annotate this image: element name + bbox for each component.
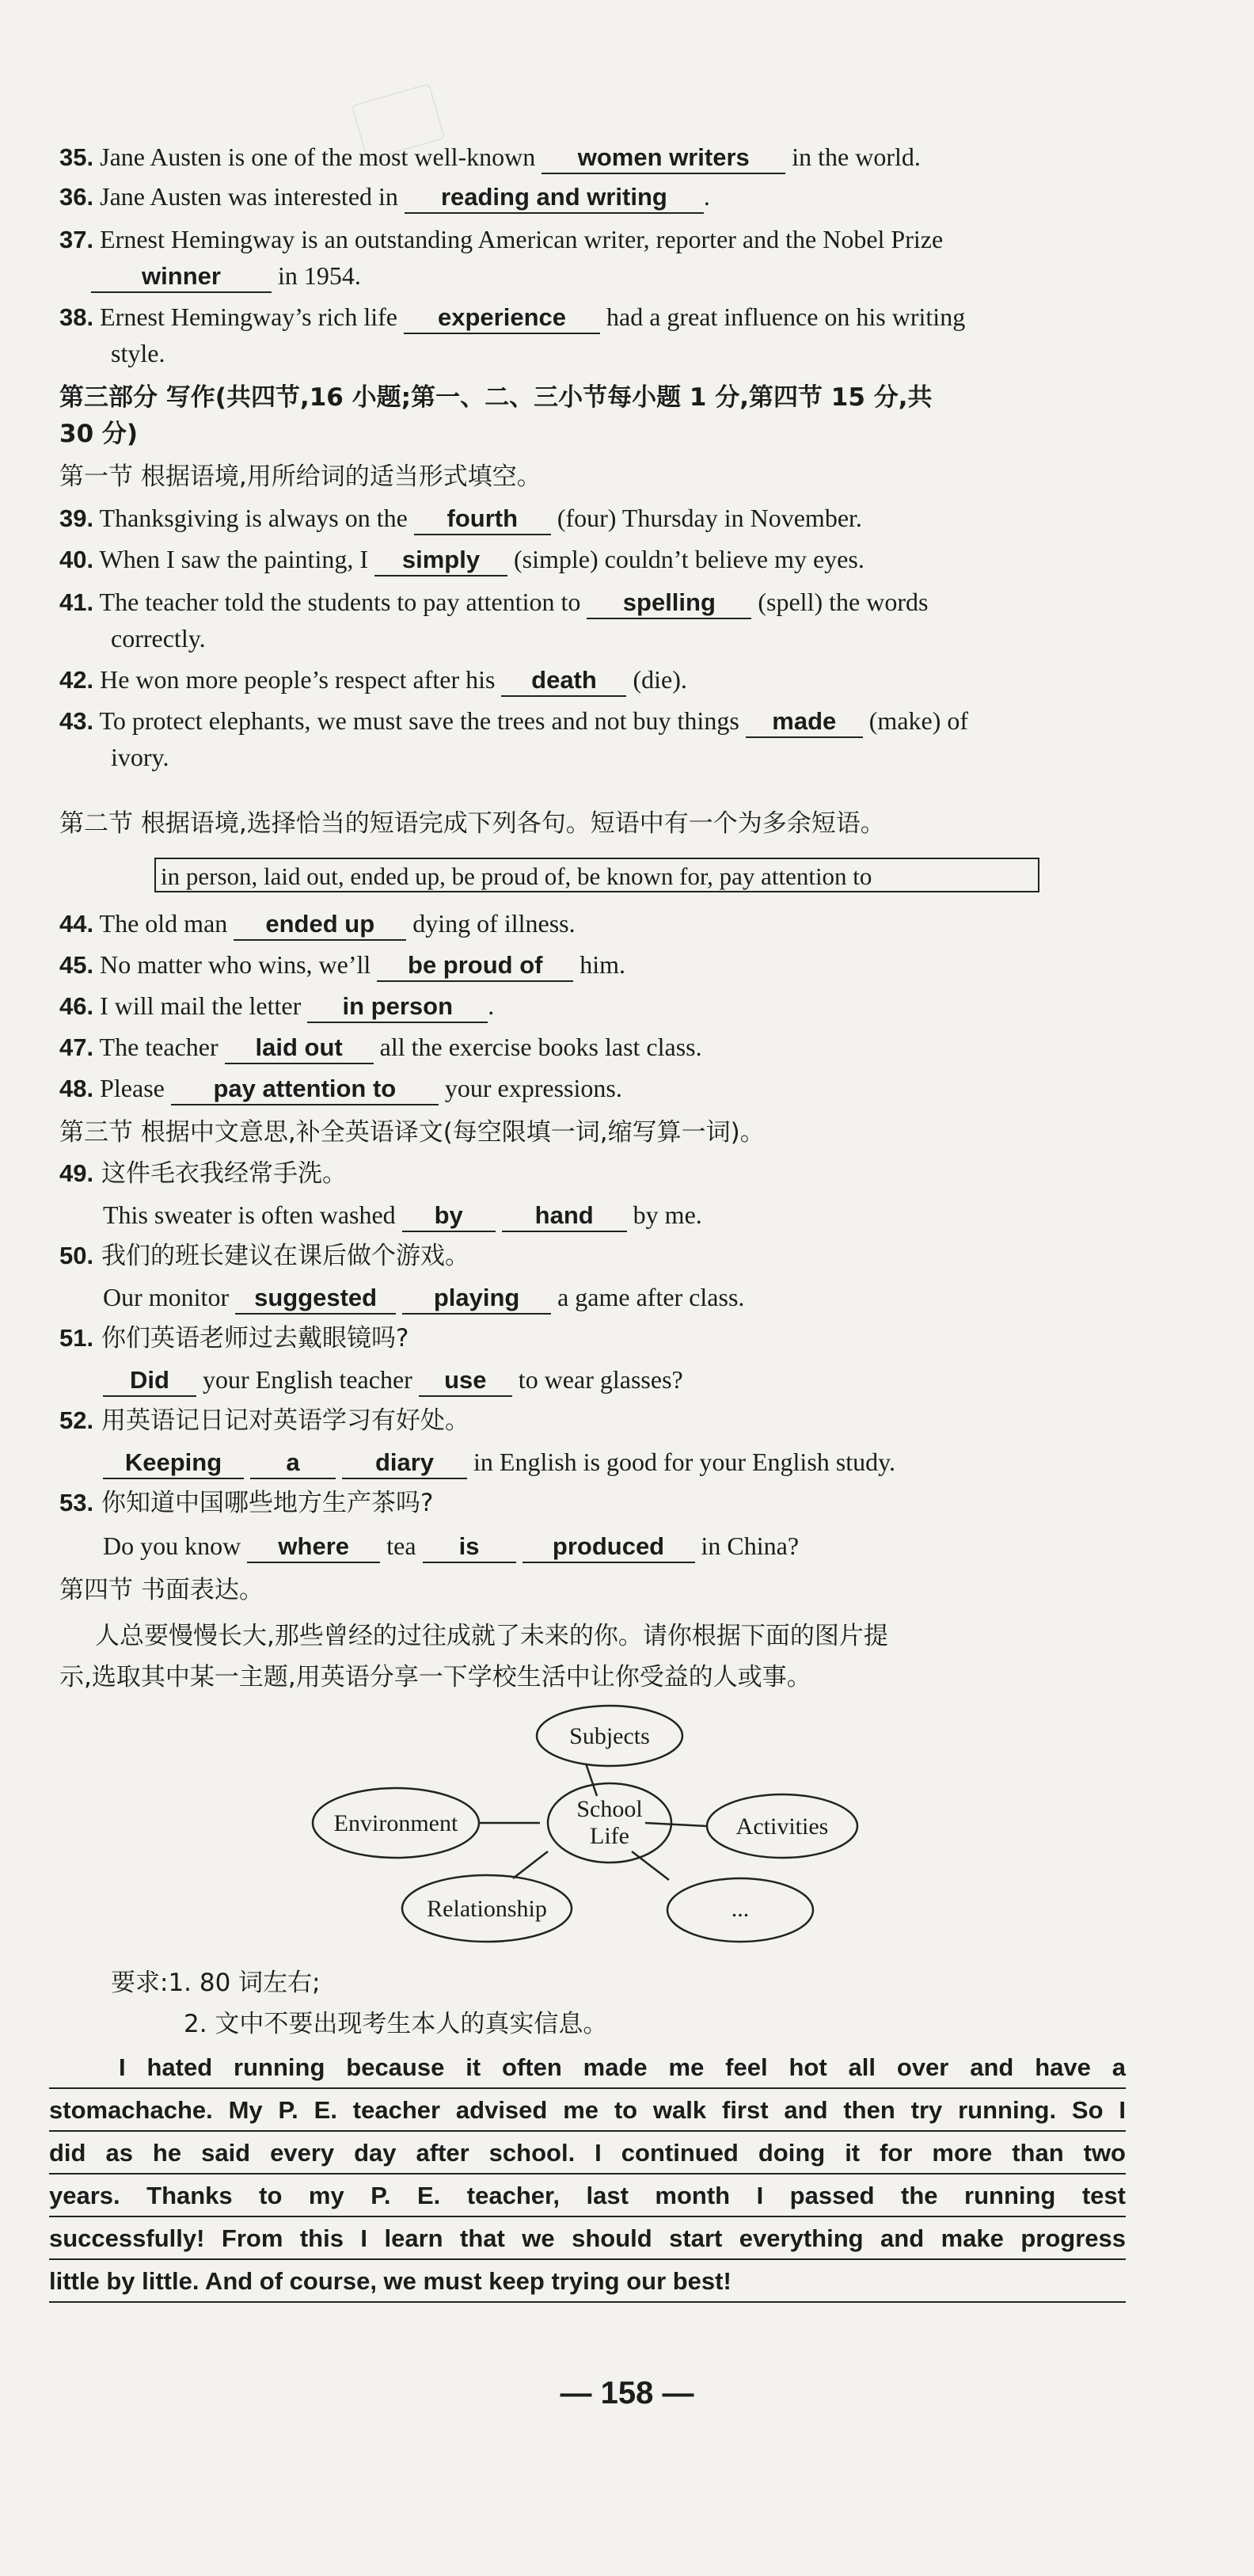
question-text: Our monitor	[103, 1283, 230, 1311]
question-text: in China?	[701, 1532, 800, 1560]
question-text: (die).	[633, 665, 687, 694]
chinese-prompt: 你知道中国哪些地方生产茶吗?	[101, 1489, 434, 1517]
question-39	[59, 500, 1184, 536]
question-number: 43.	[59, 707, 94, 735]
section4-title-text: 第四节 书面表达。	[59, 1576, 264, 1604]
question-number: 46.	[59, 992, 94, 1020]
question-36	[59, 179, 1184, 215]
question-text: had a great influence on his writing	[606, 302, 966, 331]
phrase-box: in person, laid out, ended up, be proud of, be known for, pay attention to	[154, 858, 1039, 892]
answer-blank: women writers	[542, 143, 785, 174]
section3-title-text: 第三节 根据中文意思,补全英语译文(每空限填一词,缩写算一词)。	[59, 1118, 765, 1147]
question-49	[103, 1197, 1227, 1232]
question-46	[59, 988, 1184, 1024]
question-text: Do you know	[103, 1532, 241, 1560]
relationship-label: Relationship	[427, 1896, 547, 1922]
question-number: 38.	[59, 303, 94, 331]
question-text: This sweater is often washed	[103, 1200, 396, 1229]
question-53-cn	[59, 1486, 1184, 1520]
essay-line: did as he said every day after school. I continued doing it for more than two	[49, 2132, 1126, 2175]
question-text: tea	[386, 1532, 416, 1560]
answer-blank: experience	[404, 302, 600, 334]
question-number: 47.	[59, 1033, 94, 1061]
answer-blank: reading and writing	[405, 182, 704, 214]
essay-line: little by little. And of course, we must keep trying our best!	[49, 2260, 1126, 2303]
answer-blank: Keeping	[103, 1448, 244, 1479]
question-text: He won more people’s respect after his	[100, 665, 496, 694]
question-text: him.	[580, 950, 626, 979]
answer-blank: playing	[402, 1283, 551, 1315]
essay-line: years. Thanks to my P. E. teacher, last month I passed the running test	[49, 2175, 1126, 2217]
answer-blank: ended up	[234, 909, 406, 941]
question-number: 44.	[59, 910, 94, 938]
part3-title	[59, 380, 1184, 415]
question-text: dying of illness.	[412, 909, 576, 938]
answer-blank: is	[423, 1532, 516, 1563]
section1-title	[59, 459, 1184, 494]
question-number: 35.	[59, 143, 94, 171]
section3-title	[59, 1115, 1184, 1150]
question-text: Ernest Hemingway is an outstanding American writer, reporter and the Nobel Prize	[100, 225, 944, 253]
question-52	[103, 1444, 1227, 1479]
question-number: 42.	[59, 666, 94, 694]
question-50	[103, 1280, 1227, 1315]
question-text: The teacher told the students to pay attention to	[99, 588, 581, 616]
question-41	[59, 584, 1184, 620]
chinese-prompt: 我们的班长建议在课后做个游戏。	[101, 1242, 469, 1270]
question-45	[59, 947, 1184, 983]
question-number: 37.	[59, 226, 94, 253]
answer-blank: hand	[502, 1200, 627, 1232]
requirement-1	[111, 1965, 1235, 2000]
answer-blank: pay attention to	[171, 1074, 439, 1105]
question-text: .	[488, 991, 495, 1020]
section2-title	[59, 806, 1184, 841]
question-text: Jane Austen was interested in	[100, 182, 398, 211]
activities-label: Activities	[735, 1813, 829, 1840]
answer-blank: fourth	[414, 504, 551, 535]
question-text: all the exercise books last class.	[379, 1033, 702, 1061]
question-number: 41.	[59, 588, 94, 616]
answer-blank: where	[247, 1532, 380, 1563]
question-text: to wear glasses?	[518, 1365, 683, 1394]
connector	[513, 1851, 548, 1878]
question-text: The teacher	[99, 1033, 218, 1061]
answer-blank: diary	[342, 1448, 467, 1479]
question-number: 49.	[59, 1159, 94, 1187]
answer-blank: be proud of	[377, 950, 573, 982]
answer-blank: spelling	[587, 588, 751, 619]
more-label: ...	[731, 1896, 750, 1922]
part3-title-text: 第三部分 写作(共四节,16 小题;第一、二、三小节每小题 1 分,第四节 15 分,共	[59, 383, 933, 412]
question-text: Thanksgiving is always on the	[99, 504, 408, 532]
question-text: in 1954.	[278, 261, 361, 290]
question-42	[59, 662, 1184, 698]
question-text: your expressions.	[444, 1074, 622, 1102]
question-text: .	[703, 182, 710, 211]
answer-blank: produced	[522, 1532, 695, 1563]
essay-prompt-text: 人总要慢慢长大,那些曾经的过往成就了未来的你。请你根据下面的图片提	[95, 1622, 888, 1650]
question-38	[59, 299, 1184, 335]
essay-prompt-cont	[59, 1660, 1184, 1695]
question-text: (four) Thursday in November.	[557, 504, 862, 532]
question-text: (make) of	[868, 706, 969, 735]
part3-title-text: 30 分)	[59, 420, 139, 448]
question-43-cont	[111, 740, 1235, 774]
answer-blank: Did	[103, 1365, 196, 1397]
question-49-cn	[59, 1156, 1184, 1191]
answer-blank: death	[501, 665, 626, 697]
question-text: by me.	[633, 1200, 702, 1229]
answer-blank: a	[250, 1448, 336, 1479]
requirement-text: 要求:1. 80 词左右;	[111, 1969, 321, 1997]
question-41-cont	[111, 621, 1235, 656]
essay-line: successfully! From this I learn that we should start everything and make progress	[49, 2217, 1126, 2260]
section1-title-text: 第一节 根据语境,用所给词的适当形式填空。	[59, 462, 542, 491]
chinese-prompt: 你们英语老师过去戴眼镜吗?	[101, 1324, 409, 1353]
environment-label: Environment	[333, 1810, 458, 1836]
requirement-2	[184, 2007, 1254, 2041]
connector	[645, 1823, 706, 1826]
question-37-cont	[91, 258, 1215, 293]
question-text: ivory.	[111, 743, 169, 771]
connector	[632, 1851, 669, 1880]
answer-blank: made	[746, 706, 863, 738]
answer-blank: in person	[307, 991, 488, 1023]
chinese-prompt: 用英语记日记对英语学习有好处。	[101, 1406, 469, 1435]
question-text: (simple) couldn’t believe my eyes.	[513, 545, 864, 573]
question-37	[59, 222, 1184, 257]
question-43	[59, 703, 1184, 739]
question-text: To protect elephants, we must save the trees and not buy things	[99, 706, 739, 735]
question-48	[59, 1071, 1184, 1106]
question-text: Please	[100, 1074, 165, 1102]
question-number: 50.	[59, 1242, 94, 1269]
question-52-cn	[59, 1403, 1184, 1438]
chinese-prompt: 这件毛衣我经常手洗。	[101, 1159, 347, 1188]
question-text: your English teacher	[203, 1365, 412, 1394]
essay-prompt-text: 示,选取其中某一主题,用英语分享一下学校生活中让你受益的人或事。	[59, 1663, 811, 1691]
question-number: 39.	[59, 504, 94, 532]
question-44	[59, 906, 1184, 942]
section2-title-text: 第二节 根据语境,选择恰当的短语完成下列各句。短语中有一个为多余短语。	[59, 809, 885, 838]
essay-line: I hated running because it often made me feel hot all over and have a	[49, 2046, 1126, 2089]
answer-blank: suggested	[235, 1283, 396, 1315]
question-number: 40.	[59, 546, 94, 573]
question-text: When I saw the painting, I	[99, 545, 368, 573]
requirement-text: 2. 文中不要出现考生本人的真实信息。	[184, 2010, 608, 2038]
question-number: 45.	[59, 951, 94, 979]
question-text: (spell) the words	[758, 588, 929, 616]
school-label: School	[576, 1796, 643, 1822]
question-53	[103, 1528, 1227, 1563]
essay-line: stomachache. My P. E. teacher advised me to walk first and then try running. So I	[49, 2089, 1126, 2132]
part3-title-cont	[59, 417, 1184, 451]
answer-blank: winner	[91, 261, 272, 293]
answer-blank: laid out	[225, 1033, 374, 1064]
question-47	[59, 1029, 1184, 1065]
subjects-label: Subjects	[569, 1723, 650, 1749]
question-number: 51.	[59, 1324, 94, 1352]
answer-blank: by	[402, 1200, 496, 1232]
essay-prompt	[95, 1619, 1219, 1653]
question-number: 36.	[59, 183, 94, 211]
question-number: 53.	[59, 1489, 94, 1516]
life-label: Life	[590, 1823, 629, 1849]
answer-blank: simply	[374, 545, 507, 576]
question-35	[59, 139, 1184, 175]
school-life-mindmap	[301, 1703, 871, 1964]
question-text: in the world.	[792, 143, 921, 171]
question-text: style.	[111, 339, 165, 367]
question-51-cn	[59, 1321, 1184, 1356]
page-number: — 158 —	[560, 2376, 694, 2410]
question-text: a game after class.	[557, 1283, 745, 1311]
question-text: Jane Austen is one of the most well-known	[100, 143, 536, 171]
question-50-cn	[59, 1239, 1184, 1273]
question-number: 48.	[59, 1075, 94, 1102]
question-text: No matter who wins, we’ll	[100, 950, 371, 979]
answer-blank: use	[419, 1365, 512, 1397]
question-38-cont	[111, 336, 1235, 371]
question-40	[59, 542, 1184, 577]
question-number: 52.	[59, 1406, 94, 1434]
question-51	[103, 1362, 1227, 1397]
question-text: The old man	[99, 909, 228, 938]
connector	[586, 1764, 597, 1796]
section4-title	[59, 1573, 1184, 1608]
question-text: correctly.	[111, 624, 206, 653]
question-text: in English is good for your English study.	[473, 1448, 896, 1476]
question-text: I will mail the letter	[100, 991, 302, 1020]
question-text: Ernest Hemingway’s rich life	[100, 302, 397, 331]
